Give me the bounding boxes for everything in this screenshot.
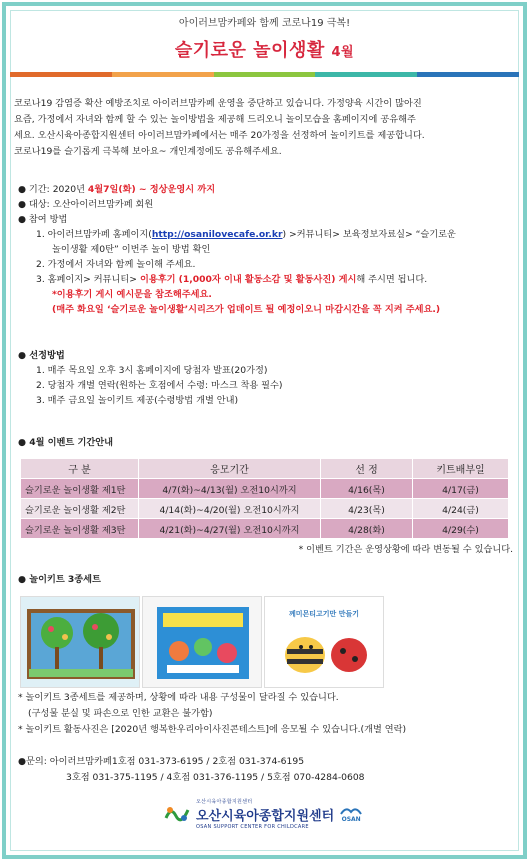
table-cell: 슬기로운 놀이생활 제2탄 [21,499,139,519]
homepage-link[interactable]: http://osanilovecafe.or.kr [151,229,283,240]
contact-line-2: 3호점 031-375-1195 / 4호점 031-376-1195 / 5호점 070-4284-0608 [66,772,365,783]
table-cell: 4/24(금) [413,499,509,519]
color-bar-green [214,72,316,77]
table-cell: 4/14(화)~4/20(월) 오전10시까지 [139,499,321,519]
step1-text-cont: ) >커뮤니티> 보육정보자료실> “슬기로운 [282,229,456,240]
table-row [21,519,509,539]
step3-text-end: 해 주시면 됩니다. [356,274,428,285]
contact-line-1: ●문의: 아이러브맘카페1호점 031-373-6195 / 2호점 031-374-6195 [18,756,305,767]
selection-title: ● 선정방법 [18,350,65,361]
center-logo-icon [164,804,190,824]
kit-note: (구성물 분실 및 파손으로 인한 교환은 불가함) [28,708,213,719]
selection-item: 2. 당첨자 개별 연락(원하는 호점에서 수령: 마스크 착용 필수) [36,380,283,391]
schedule-table [20,458,509,539]
color-bar-orange [10,72,112,77]
schedule-title: ● 4월 이벤트 기간안내 [18,437,114,448]
schedule-note: * 이벤트 기간은 운영상황에 따라 변동될 수 있습니다. [298,544,513,555]
color-divider [10,72,519,77]
table-cell: 슬기로운 놀이생활 제3탄 [21,519,139,539]
step3-note-1: *이용후기 게시 예시문을 참조해주세요. [52,289,212,300]
intro-line: 코로나19를 슬기롭게 극복해 보아요~ 개인계정에도 공유해주세요. [14,146,282,157]
page-title-month: 4월 [331,45,355,60]
table-cell: 4/29(수) [413,519,509,539]
col-header: 응모기간 [139,459,321,479]
step3-highlight: 이용후기 (1,000자 이내 활동소감 및 활동사진) 게시 [139,274,357,285]
selection-item: 1. 매주 목요일 오후 3시 홈페이지에 당첨자 발표(20가정) [36,365,268,376]
kit-photo-box [142,596,262,688]
kit-photo-trees [20,596,140,688]
kit-title: ● 놀이키트 3종세트 [18,574,101,585]
intro-line: 코로나19 감염증 확산 예방조치로 아이러브맘카페 운영을 중단하고 있습니다. 가정양육 시간이 많아진 [14,98,422,109]
step3-note-2: (매주 화요일 ‘슬기로운 놀이생활’시리즈가 업데이트 될 예정이오니 마감시간을 꼭 지켜 주세요.) [52,304,441,315]
table-cell: 4/16(목) [321,479,413,499]
intro-line: 요즘, 가정에서 자녀와 함께 할 수 있는 놀이방법을 제공해 드리오니 놀이모습을 홈페이지에 공유해주 [14,114,416,125]
table-cell: 슬기로운 놀이생활 제1탄 [21,479,139,499]
period-line [18,182,515,197]
color-bar-amber [112,72,214,77]
target-line: ● 대상: 오산아이러브맘카페 회원 [18,199,154,210]
logo-english: OSAN SUPPORT CENTER FOR CHILDCARE [196,824,309,830]
bug-photo-caption: 께미몬티고기만 만들기 [288,610,360,618]
kit-notes [18,690,515,738]
event-info [18,182,515,317]
method-step-2: 2. 가정에서 자녀와 함께 놀이해 주세요. [36,259,196,270]
selection-method [18,348,515,408]
color-bar-blue [417,72,519,77]
col-header: 선 정 [321,459,413,479]
osan-text: OSAN [341,815,361,823]
logo-text-block [196,798,334,830]
step3-text: 3. 홈페이지> 커뮤니티> [36,274,140,285]
osan-city-logo [340,806,362,823]
intro-paragraph [14,96,515,160]
kit-note: * 놀이키트 활동사진은 [2020년 행복한우리아이사진콘테스트]에 응모될 수 있습니다.(개별 연락) [18,724,407,735]
method-title: ● 참여 방법 [18,214,68,225]
header-subtitle: 아이러브맘카페와 함께 코로나19 극복! [178,18,351,29]
osan-city-icon [340,806,362,816]
method-step-3 [18,272,515,287]
table-cell: 4/21(화)~4/27(월) 오전10시까지 [139,519,321,539]
schedule-header-row [21,459,509,479]
craft-box-image [143,597,262,688]
period-value: 4월7일(화) ~ 정상운영시 까지 [87,184,216,195]
logo-small-text: 오산시육아종합지원센터 [196,799,253,805]
tree-craft-image [21,597,140,688]
table-cell: 4/28(화) [321,519,413,539]
kit-note: * 놀이키트 3종세트를 제공하며, 상황에 따라 내용 구성물이 달라질 수 있습니다. [18,692,339,703]
method-step-1 [18,227,515,242]
table-cell: 4/7(화)~4/13(월) 오전10시까지 [139,479,321,499]
contact-info [18,754,515,786]
method-step-1-cont: 놀이생활 제0탄” 이번주 놀이 방법 확인 [52,244,211,255]
page-title-text: 슬기로운 놀이생활 [174,40,325,61]
logo-name: 오산시육아종합지원센터 [196,809,335,824]
table-cell: 4/17(금) [413,479,509,499]
center-logo [164,799,364,830]
table-row [21,499,509,519]
intro-line: 세요. 오산시육아종합지원센터 아이러브맘카페에서는 매주 20가정을 선정하여 놀이키트를 제공합니다. [14,130,425,141]
table-cell: 4/23(목) [321,499,413,519]
color-bar-teal [315,72,417,77]
page-title [0,36,529,62]
selection-item: 3. 매주 금요일 놀이키트 제공(수령방법 개별 안내) [36,395,239,406]
col-header: 키트배부일 [413,459,509,479]
table-row [21,479,509,499]
step1-text: 1. 아이러브맘카페 홈페이지( [36,229,152,240]
period-label: ● 기간: 2020년 [18,184,88,195]
col-header: 구 분 [21,459,139,479]
kit-photos [20,596,384,688]
kit-photo-bugs [264,596,384,688]
